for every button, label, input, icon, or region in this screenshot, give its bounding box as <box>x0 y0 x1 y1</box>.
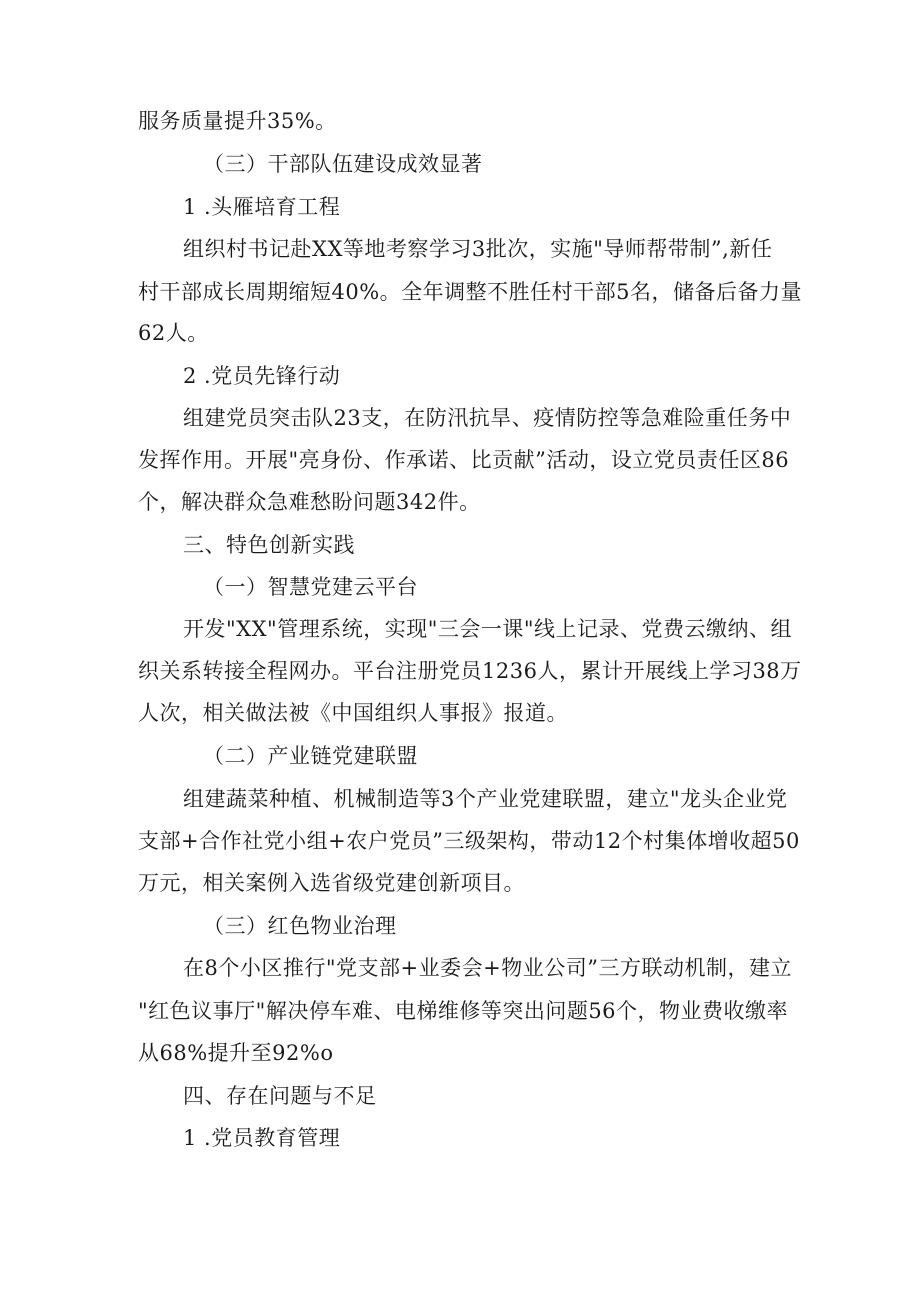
paragraph-line: 万元，相关案例入选省级党建创新项目。 <box>138 871 525 895</box>
paragraph-line: 织关系转接全程网办。平台注册党员1236人，累计开展线上学习38万 <box>138 659 802 683</box>
paragraph-line: "红色议事厅"解决停车难、电梯维修等突出问题56个，物业费收缴率 <box>138 999 789 1023</box>
paragraph-line: 62人。 <box>138 321 209 345</box>
paragraph-line: 组建蔬菜种植、机械制造等3个产业党建联盟，建立"龙头企业党 <box>183 787 788 811</box>
paragraph-line: 在8个小区推行"党支部+业委会+物业公司”三方联动机制，建立 <box>183 956 792 980</box>
paragraph-line: 村干部成长周期缩短40%。全年调整不胜任村干部5名，储备后备力量 <box>138 280 803 304</box>
chapter-heading: 三、特色创新实践 <box>183 533 355 557</box>
section-heading: （一）智慧党建云平台 <box>203 575 418 599</box>
paragraph-line: 从68%提升至92%o <box>138 1041 334 1065</box>
paragraph-line: 组建党员突击队23支，在防汛抗旱、疫情防控等急难险重任务中 <box>183 406 792 430</box>
paragraph-line: 个，解决群众急难愁盼问题342件。 <box>138 490 481 514</box>
section-heading: （三）红色物业治理 <box>203 914 397 938</box>
paragraph-line: 开发"XX"管理系统，实现"三会一课"线上记录、党费云缴纳、组 <box>183 617 793 641</box>
section-heading: （二）产业链党建联盟 <box>203 744 418 768</box>
chapter-heading: 四、存在问题与不足 <box>183 1084 377 1108</box>
paragraph-line: 组织村书记赴XX等地考察学习3批次，实施"导师帮带制”,新任 <box>183 237 773 261</box>
section-heading: （三）干部队伍建设成效显著 <box>203 152 483 176</box>
subsection-heading: 2 .党员先锋行动 <box>183 364 341 388</box>
paragraph-line: 发挥作用。开展"亮身份、作承诺、比贡献”活动，设立党员责任区86 <box>138 448 790 472</box>
subsection-heading: 1 .党员教育管理 <box>183 1126 341 1150</box>
paragraph-line: 支部+合作社党小组+农户党员”三级架构，带动12个村集体增收超50 <box>138 829 800 853</box>
paragraph-line: 服务质量提升35%。 <box>138 109 337 133</box>
paragraph-line: 人次，相关做法被《中国组织人事报》报道。 <box>138 701 568 725</box>
subsection-heading: 1 .头雁培育工程 <box>183 195 341 219</box>
